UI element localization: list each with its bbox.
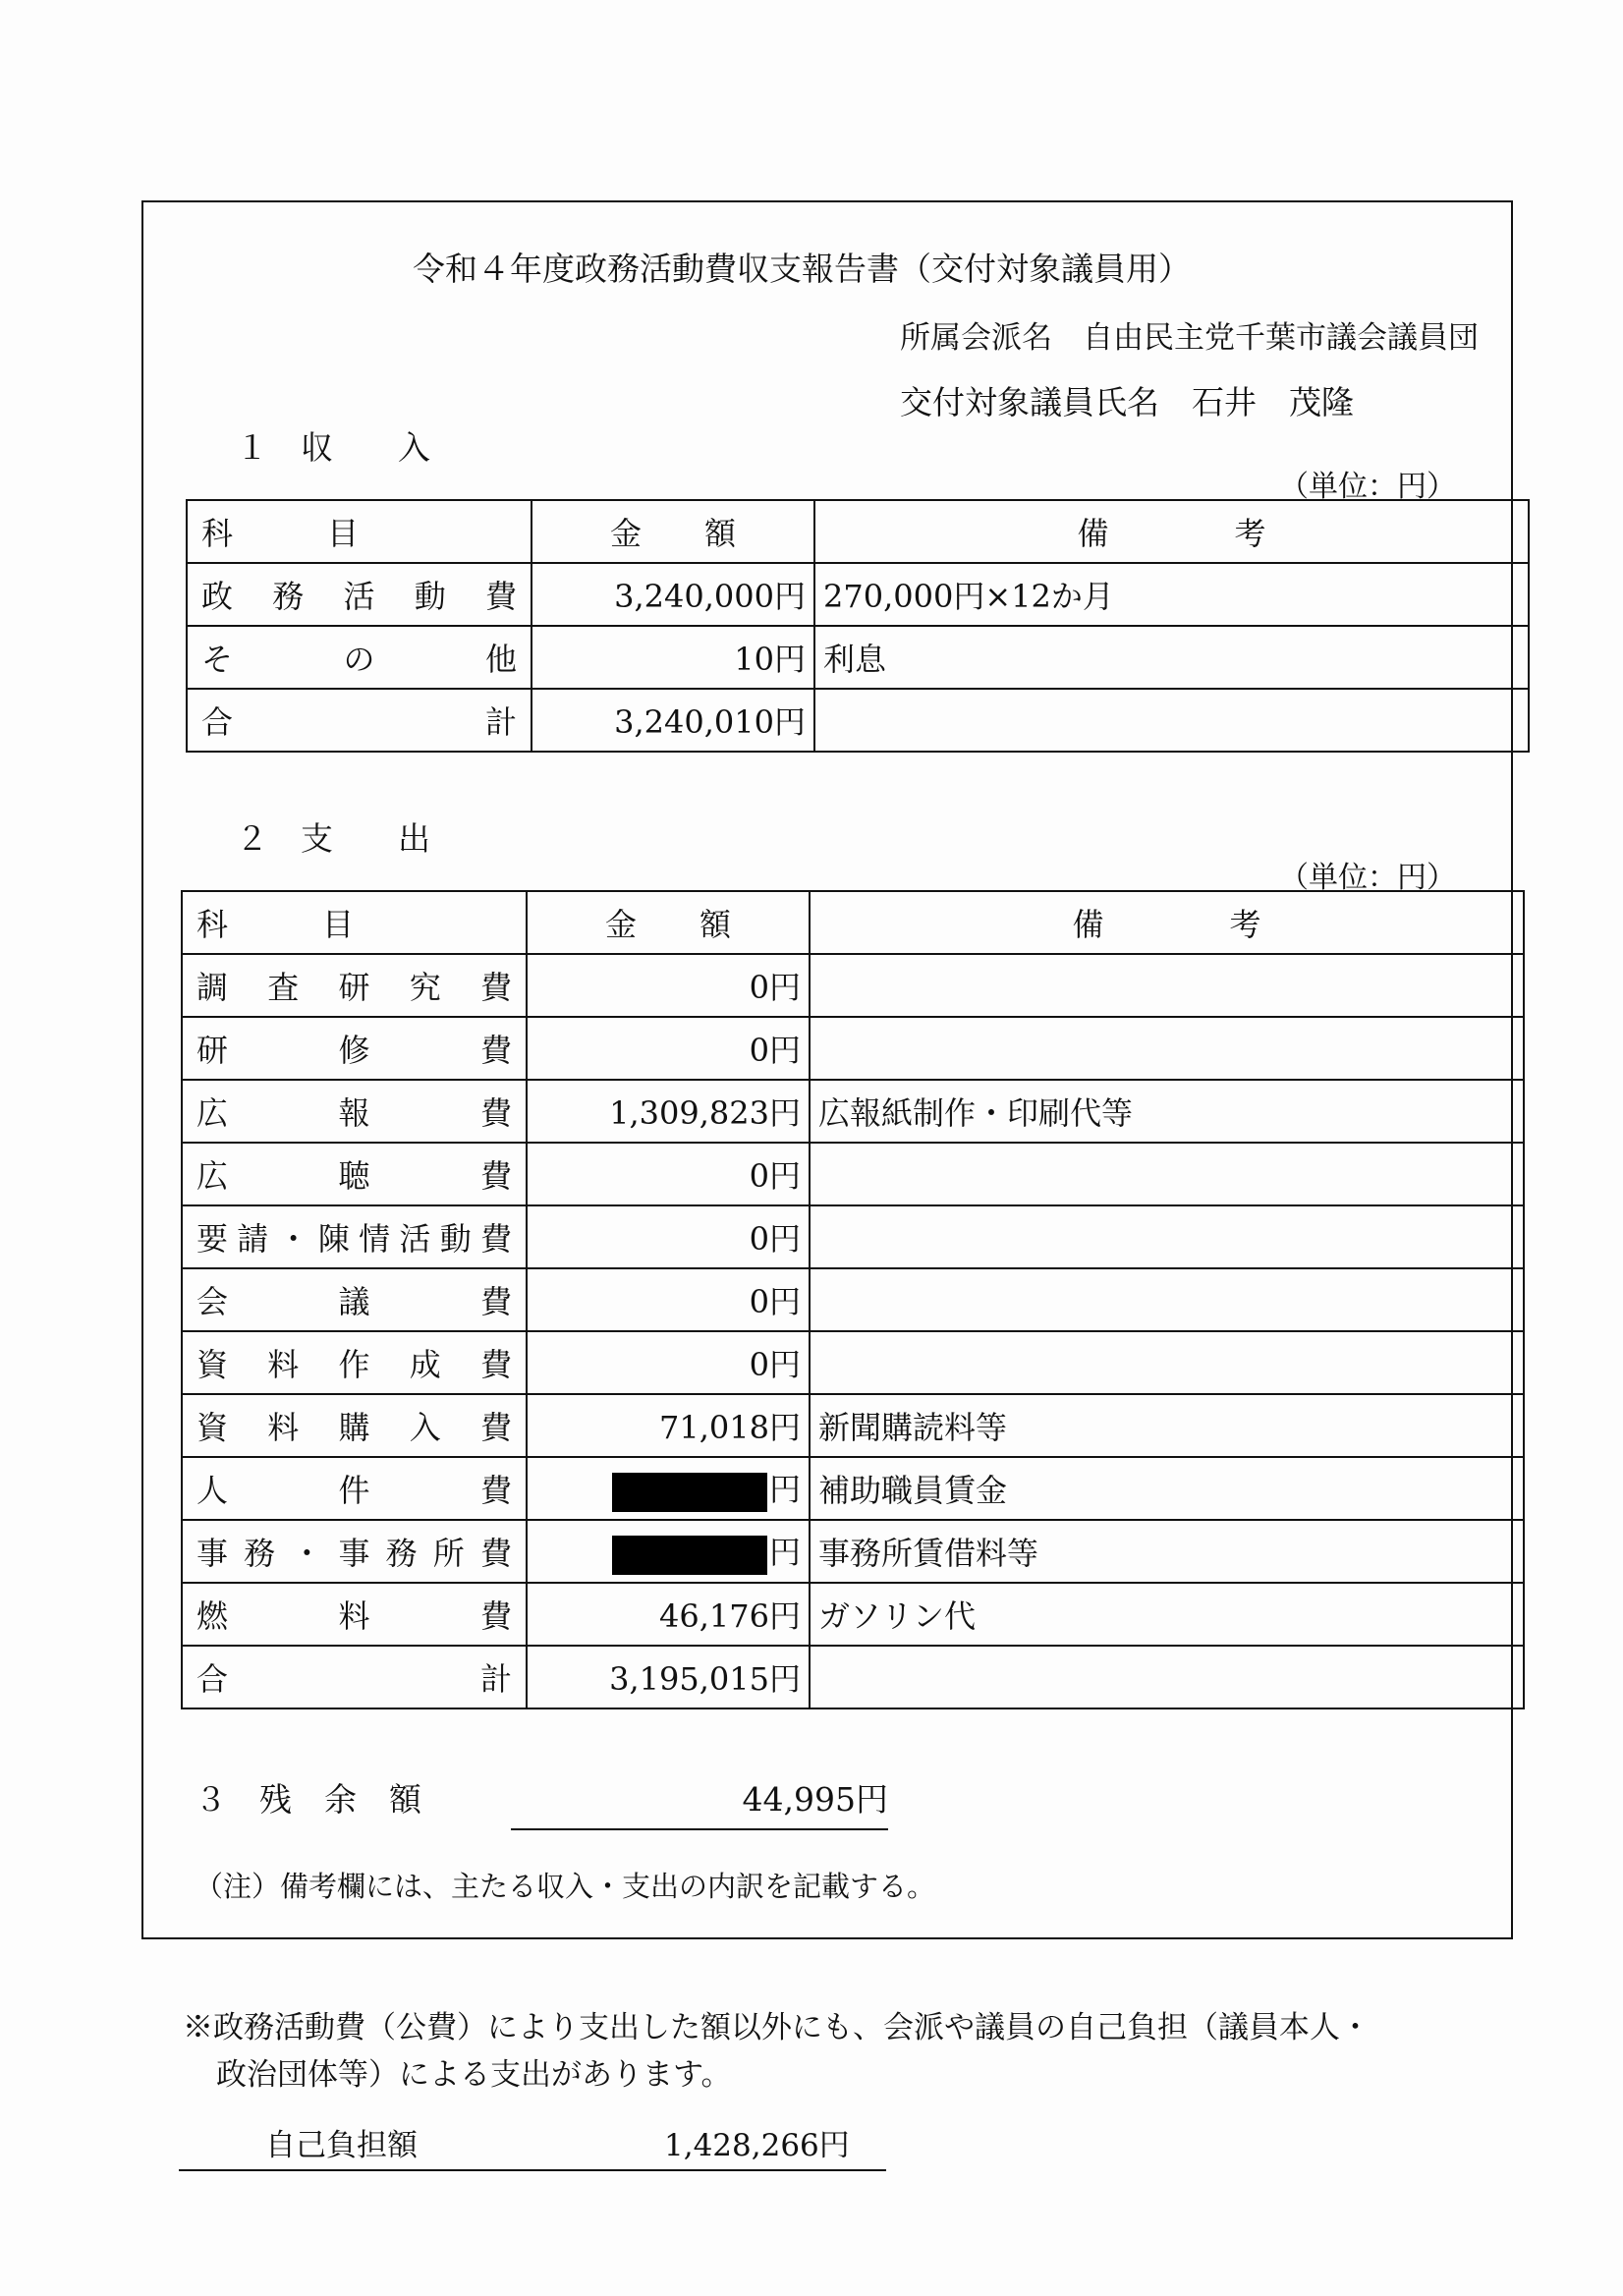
expense-note: ガソリン代 bbox=[810, 1583, 1524, 1646]
income-heading-text: 収 入 bbox=[301, 428, 430, 467]
table-row bbox=[182, 1268, 1524, 1331]
expense-item: 人 件 費 bbox=[182, 1457, 527, 1520]
table-header-row bbox=[182, 891, 1524, 954]
balance-amount: 44,995円 bbox=[511, 1774, 888, 1830]
party-name: 自由民主党千葉市議会議員団 bbox=[1083, 320, 1479, 356]
expense-amount: 円 bbox=[527, 1520, 810, 1583]
table-row bbox=[182, 1457, 1524, 1520]
expense-amount: 0円 bbox=[527, 1143, 810, 1205]
report-title: 令和４年度政務活動費収支報告書（交付対象議員用） bbox=[413, 250, 1191, 288]
expense-note bbox=[810, 1646, 1524, 1708]
redaction-box bbox=[612, 1473, 767, 1512]
expense-item: 資 料 作 成 費 bbox=[182, 1331, 527, 1394]
member-name: 石井 茂隆 bbox=[1192, 383, 1354, 421]
party-label: 所属会派名 bbox=[900, 320, 1052, 356]
expense-note bbox=[810, 1143, 1524, 1205]
expense-amount: 0円 bbox=[527, 1331, 810, 1394]
income-note bbox=[814, 689, 1529, 752]
self-burden-amount: 1,428,266円 bbox=[664, 2128, 850, 2163]
expense-amount: 0円 bbox=[527, 1017, 810, 1080]
table-row bbox=[182, 1583, 1524, 1646]
table-row bbox=[182, 1017, 1524, 1080]
expense-amount: 71,018円 bbox=[527, 1394, 810, 1457]
expense-item: 燃 料 費 bbox=[182, 1583, 527, 1646]
table-row bbox=[182, 1331, 1524, 1394]
table-header-row bbox=[187, 500, 1529, 563]
expense-note: 広報紙制作・印刷代等 bbox=[810, 1080, 1524, 1143]
income-amount: 3,240,010円 bbox=[532, 689, 814, 752]
expense-item: 合 計 bbox=[182, 1646, 527, 1708]
table-row bbox=[187, 689, 1529, 752]
redaction-box bbox=[612, 1536, 767, 1575]
income-table bbox=[186, 499, 1530, 753]
income-item: そ の 他 bbox=[187, 626, 532, 689]
header-item: 科 目 bbox=[187, 500, 532, 563]
income-heading bbox=[236, 422, 430, 469]
expense-amount: 46,176円 bbox=[527, 1583, 810, 1646]
expense-note bbox=[810, 1205, 1524, 1268]
self-burden-label: 自己負担額 bbox=[265, 2128, 418, 2163]
balance-heading-number: ３ bbox=[195, 1780, 227, 1819]
header-note: 備 考 bbox=[810, 891, 1524, 954]
income-amount: 3,240,000円 bbox=[532, 563, 814, 626]
member-info bbox=[900, 377, 1354, 423]
table-row bbox=[182, 1646, 1524, 1708]
table-row bbox=[182, 1143, 1524, 1205]
expense-note: 事務所賃借料等 bbox=[810, 1520, 1524, 1583]
expense-note bbox=[810, 1268, 1524, 1331]
expense-note: 新聞購読料等 bbox=[810, 1394, 1524, 1457]
income-note: 270,000円×12か月 bbox=[814, 563, 1529, 626]
header-amount: 金 額 bbox=[532, 500, 814, 563]
table-row bbox=[182, 1520, 1524, 1583]
income-note: 利息 bbox=[814, 626, 1529, 689]
footnote: （注）備考欄には、主たる収入・支出の内訳を記載する。 bbox=[195, 1870, 936, 1903]
expense-item: 要 請 ・ 陳 情 活 動 費 bbox=[182, 1205, 527, 1268]
balance-heading-text: 残 余 額 bbox=[259, 1780, 421, 1819]
expense-item: 広 報 費 bbox=[182, 1080, 527, 1143]
income-item: 政 務 活 動 費 bbox=[187, 563, 532, 626]
header-amount: 金 額 bbox=[527, 891, 810, 954]
income-item: 合 計 bbox=[187, 689, 532, 752]
expense-note bbox=[810, 1017, 1524, 1080]
party-affiliation bbox=[900, 312, 1479, 357]
income-unit: （単位：円） bbox=[1279, 470, 1456, 504]
expense-item: 会 議 費 bbox=[182, 1268, 527, 1331]
expense-note bbox=[810, 1331, 1524, 1394]
expense-item: 事 務 ・ 事 務 所 費 bbox=[182, 1520, 527, 1583]
table-row bbox=[182, 954, 1524, 1017]
expense-amount: 0円 bbox=[527, 1205, 810, 1268]
expense-item: 研 修 費 bbox=[182, 1017, 527, 1080]
expense-heading-number: ２ bbox=[236, 819, 268, 858]
expense-item: 資 料 購 入 費 bbox=[182, 1394, 527, 1457]
table-row bbox=[187, 563, 1529, 626]
expense-table bbox=[181, 890, 1525, 1709]
header-item: 科 目 bbox=[182, 891, 527, 954]
expense-unit: （単位：円） bbox=[1279, 861, 1456, 895]
header-note: 備 考 bbox=[814, 500, 1529, 563]
expense-amount: 3,195,015円 bbox=[527, 1646, 810, 1708]
expense-note bbox=[810, 954, 1524, 1017]
expense-amount: 1,309,823円 bbox=[527, 1080, 810, 1143]
income-heading-number: １ bbox=[236, 428, 268, 467]
expense-item: 広 聴 費 bbox=[182, 1143, 527, 1205]
income-amount: 10円 bbox=[532, 626, 814, 689]
expense-amount: 0円 bbox=[527, 1268, 810, 1331]
disclaimer-line-1: ※政務活動費（公費）により支出した額以外にも、会派や議員の自己負担（議員本人・ bbox=[183, 2010, 1371, 2045]
balance-heading bbox=[195, 1774, 421, 1820]
expense-heading bbox=[236, 813, 430, 860]
expense-note: 補助職員賃金 bbox=[810, 1457, 1524, 1520]
member-label: 交付対象議員氏名 bbox=[900, 383, 1159, 421]
table-row bbox=[182, 1205, 1524, 1268]
expense-amount: 円 bbox=[527, 1457, 810, 1520]
table-row bbox=[187, 626, 1529, 689]
expense-item: 調 査 研 究 費 bbox=[182, 954, 527, 1017]
table-row bbox=[182, 1394, 1524, 1457]
expense-amount: 0円 bbox=[527, 954, 810, 1017]
disclaimer-line-2: 政治団体等）による支出があります。 bbox=[216, 2057, 732, 2093]
table-row bbox=[182, 1080, 1524, 1143]
expense-heading-text: 支 出 bbox=[301, 819, 430, 858]
